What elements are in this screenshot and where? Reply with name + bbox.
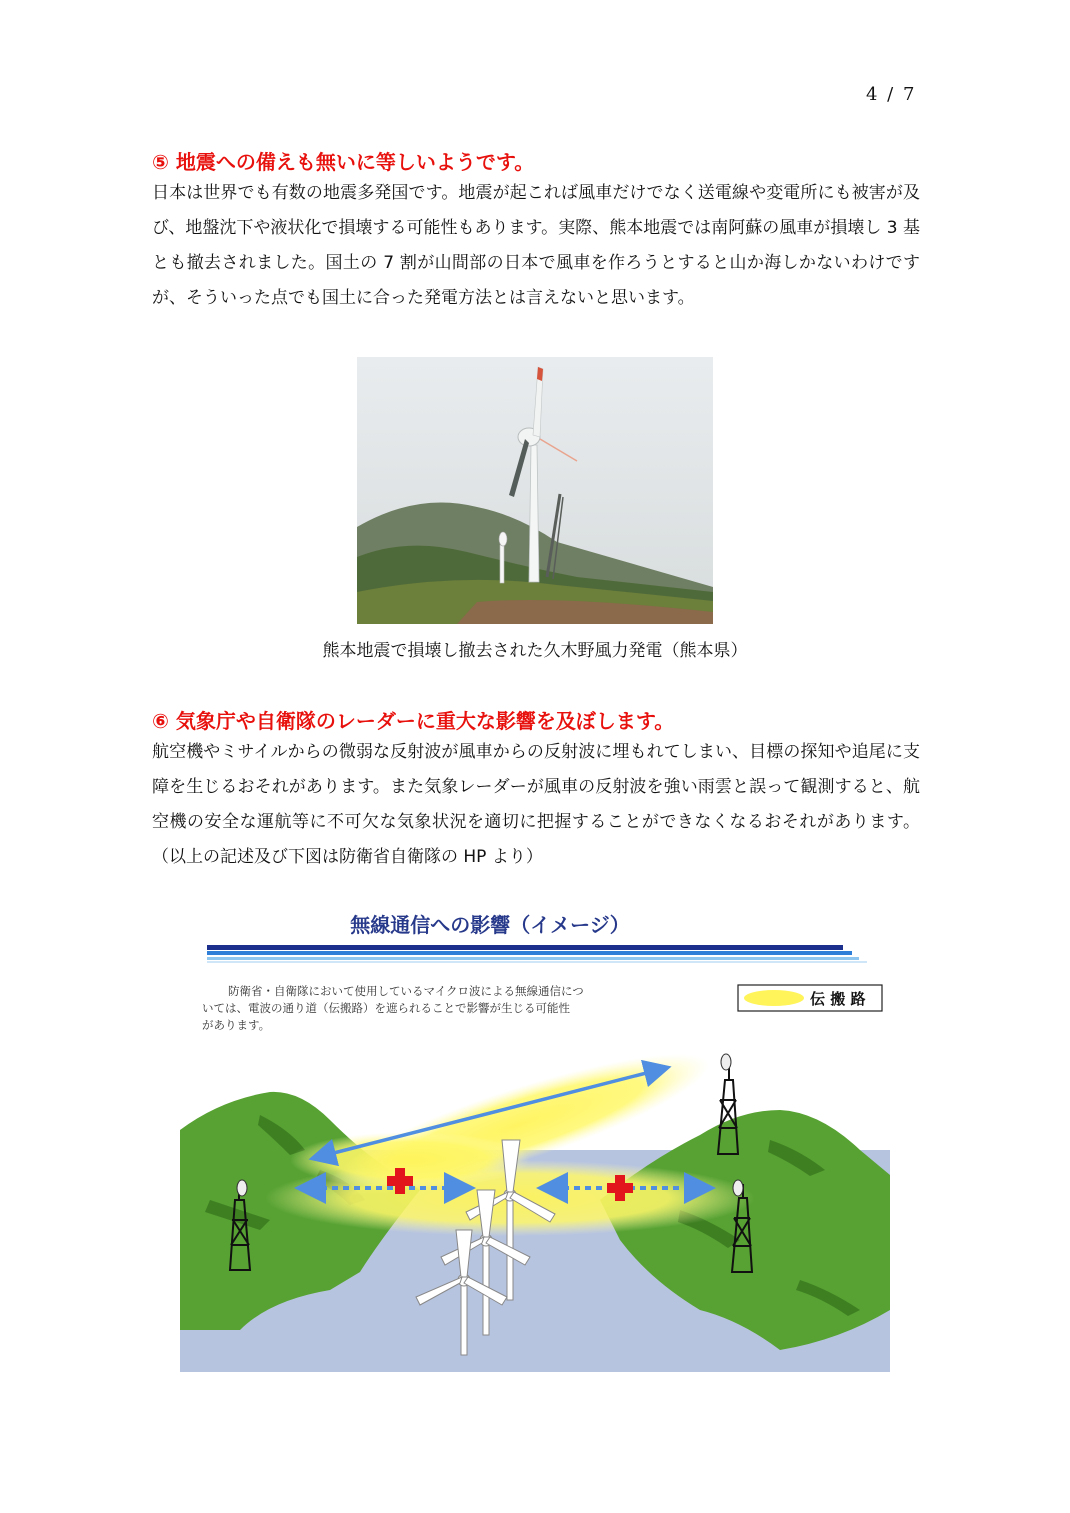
radio-interference-diagram [180, 900, 890, 1372]
propagation-path-legend [738, 985, 882, 1011]
diagram-description-line-2: いては、電波の通り道（伝搬路）を遮られることで影響が生じる可能性 [202, 1001, 570, 1015]
diagram-description-line-3: があります。 [202, 1018, 271, 1032]
diagram-description-line-1: 防衛省・自衛隊において使用しているマイクロ波による無線通信につ [228, 984, 584, 998]
wind-turbine-photo [357, 357, 713, 624]
section-5-heading: ⑤ 地震への備えも無いに等しいようです。 [152, 150, 535, 174]
page-number: 4 / 7 [866, 84, 917, 105]
diagram-title: 無線通信への影響（イメージ） [350, 913, 630, 937]
photo-caption: 熊本地震で損壊し撤去された久木野風力発電（熊本県） [322, 641, 748, 661]
legend-label: 伝 搬 路 [810, 990, 866, 1008]
section-5-body: 日本は世界でも有数の地震多発国です。地震が起これば風車だけでなく送電線や変電所にも被害が及び、地盤沈下や液状化で損壊する可能性もあります。実際、熊本地震では南阿蘇の風車が損壊し 3 基とも撤去されました。国土の 7 割が山間部の日本で風車を作ろうとすると山か海しかないわけですが、そういった点でも国土に合った発電方法とは言えないと思います。 [152, 183, 920, 308]
section-6-heading: ⑥ 気象庁や自衛隊のレーダーに重大な影響を及ぼします。 [152, 709, 675, 733]
section-6-body: 航空機やミサイルからの微弱な反射波が風車からの反射波に埋もれてしまい、目標の探知や追尾に支障を生じるおそれがあります。また気象レーダーが風車の反射波を強い雨雲と誤って観測すると、航空機の安全な運航等に不可欠な気象状況を適切に把握することができなくなるおそれがあります。（以上の記述及び下図は防衛省自衛隊の HP より） [152, 742, 920, 867]
